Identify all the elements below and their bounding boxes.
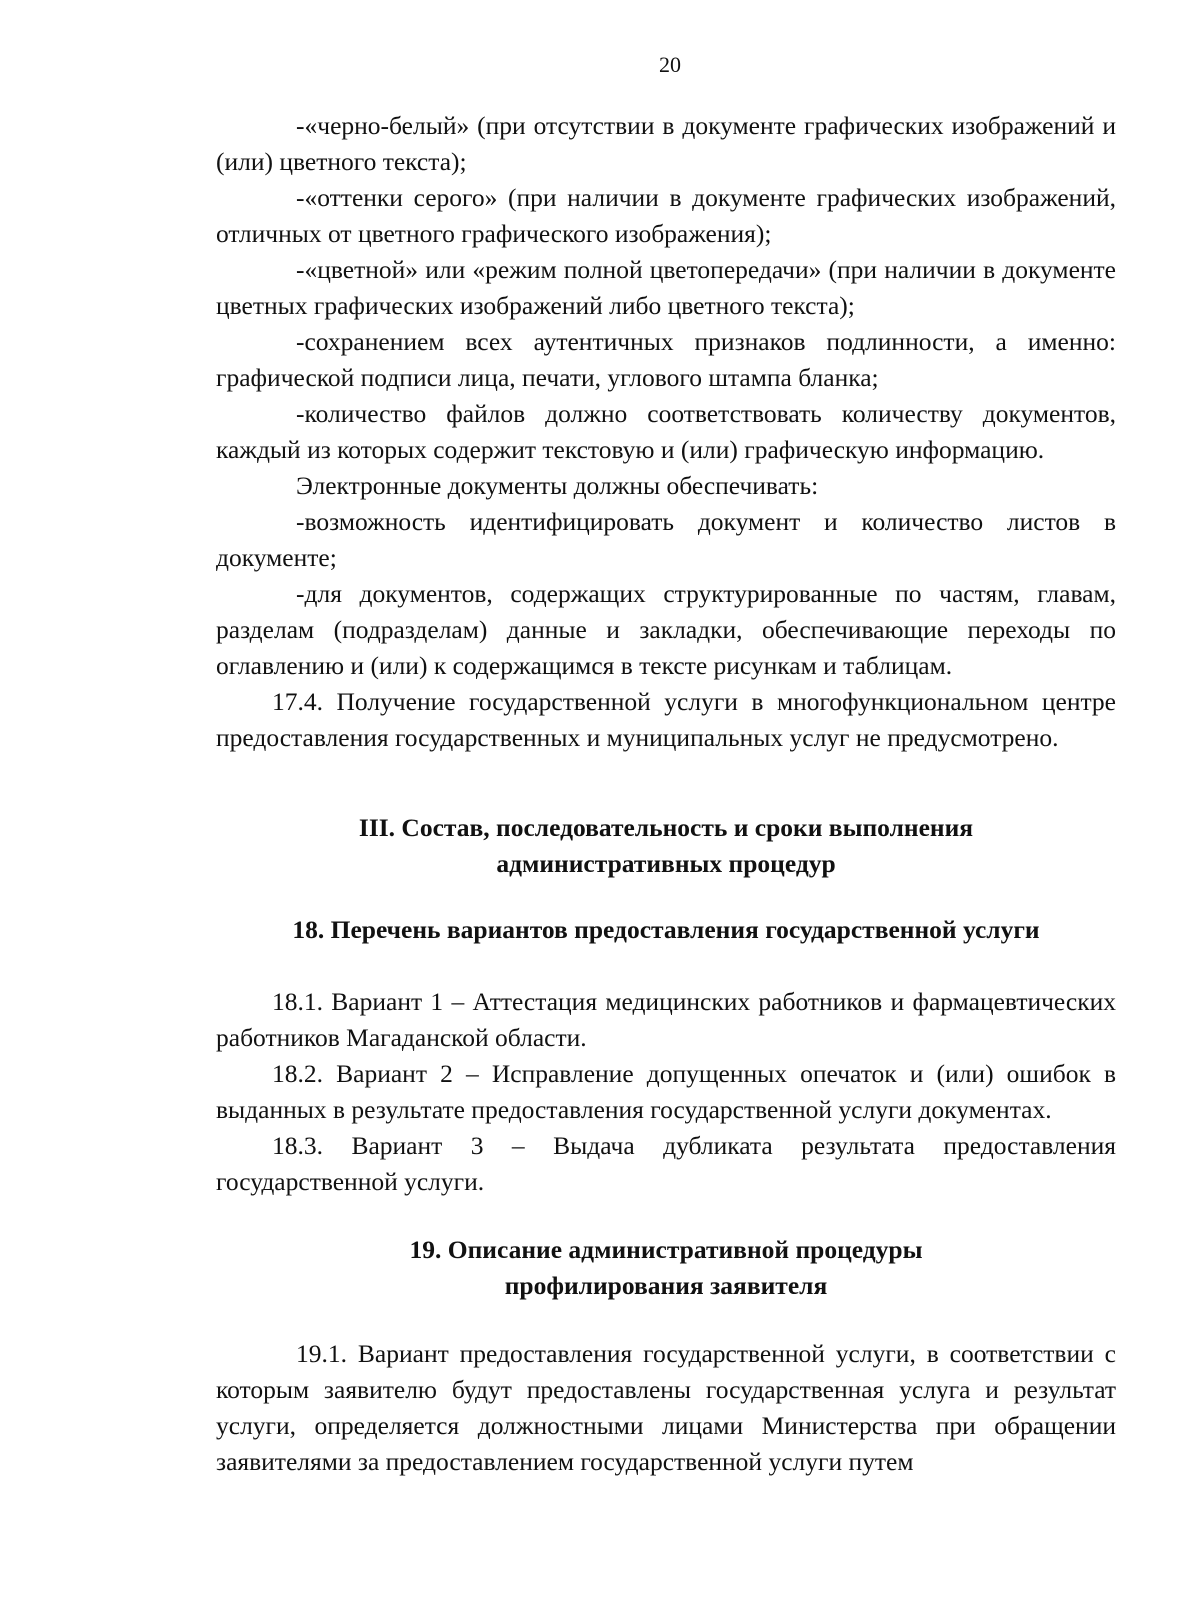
item-18-2: 18.2. Вариант 2 – Исправление допущенных опечаток и (или) ошибок в выданных в результате предоставления государственной услуги документах. xyxy=(216,1059,1116,1124)
page-number: 20 xyxy=(659,52,681,77)
subsection-19-title-line2: профилирования заявителя xyxy=(504,1271,828,1300)
paragraph-identify: -возможность идентифицировать документ и количество листов в документе; xyxy=(216,507,1116,572)
subsection-heading-19 xyxy=(216,1232,1116,1304)
paragraph-grayscale: -«оттенки серого» (при наличии в документе графических изображений, отличных от цветного графического изображения); xyxy=(216,183,1116,248)
section-heading-iii xyxy=(216,810,1116,882)
item-19-1: 19.1. Вариант предоставления государственной услуги, в соответствии с которым заявителю будут предоставлены государственная услуга и результат услуги, определяется должностными лицами Министерства при обращении заявителями за предоставлением государственной услуги путем xyxy=(216,1339,1116,1476)
item-18-3: 18.3. Вариант 3 – Выдача дубликата результата предоставления государственной услуги. xyxy=(216,1131,1116,1196)
paragraph-color: -«цветной» или «режим полной цветопередачи» (при наличии в документе цветных графических изображений либо цветного текста); xyxy=(216,255,1116,320)
paragraph-black-white: -«черно-белый» (при отсутствии в документе графических изображений и (или) цветного текста); xyxy=(216,111,1116,176)
paragraph-structured: -для документов, содержащих структурированные по частям, главам, разделам (подразделам) данные и закладки, обеспечивающие переходы по оглавлению и (или) к содержащимся в тексте рисункам и таблицам. xyxy=(216,579,1116,680)
subsection-heading-18: 18. Перечень вариантов предоставления государственной услуги xyxy=(292,915,1040,944)
paragraph-file-count: -количество файлов должно соответствовать количеству документов, каждый из которых содержит текстовую и (или) графическую информацию. xyxy=(216,399,1116,464)
section-heading-line2: административных процедур xyxy=(496,849,836,878)
subsection-19-title-line1: 19. Описание административной процедуры xyxy=(409,1235,923,1264)
section-heading-line1: III. Состав, последовательность и сроки выполнения xyxy=(358,813,974,842)
paragraph-authenticity: -сохранением всех аутентичных признаков подлинности, а именно: графической подписи лица, печати, углового штампа бланка; xyxy=(216,327,1116,392)
paragraph-17-4: 17.4. Получение государственной услуги в многофункциональном центре предоставления государственных и муниципальных услуг не предусмотрено. xyxy=(216,687,1116,752)
paragraph-electronic-docs: Электронные документы должны обеспечивать: xyxy=(296,471,819,500)
item-18-1: 18.1. Вариант 1 – Аттестация медицинских работников и фармацевтических работников Магаданской области. xyxy=(216,987,1116,1052)
